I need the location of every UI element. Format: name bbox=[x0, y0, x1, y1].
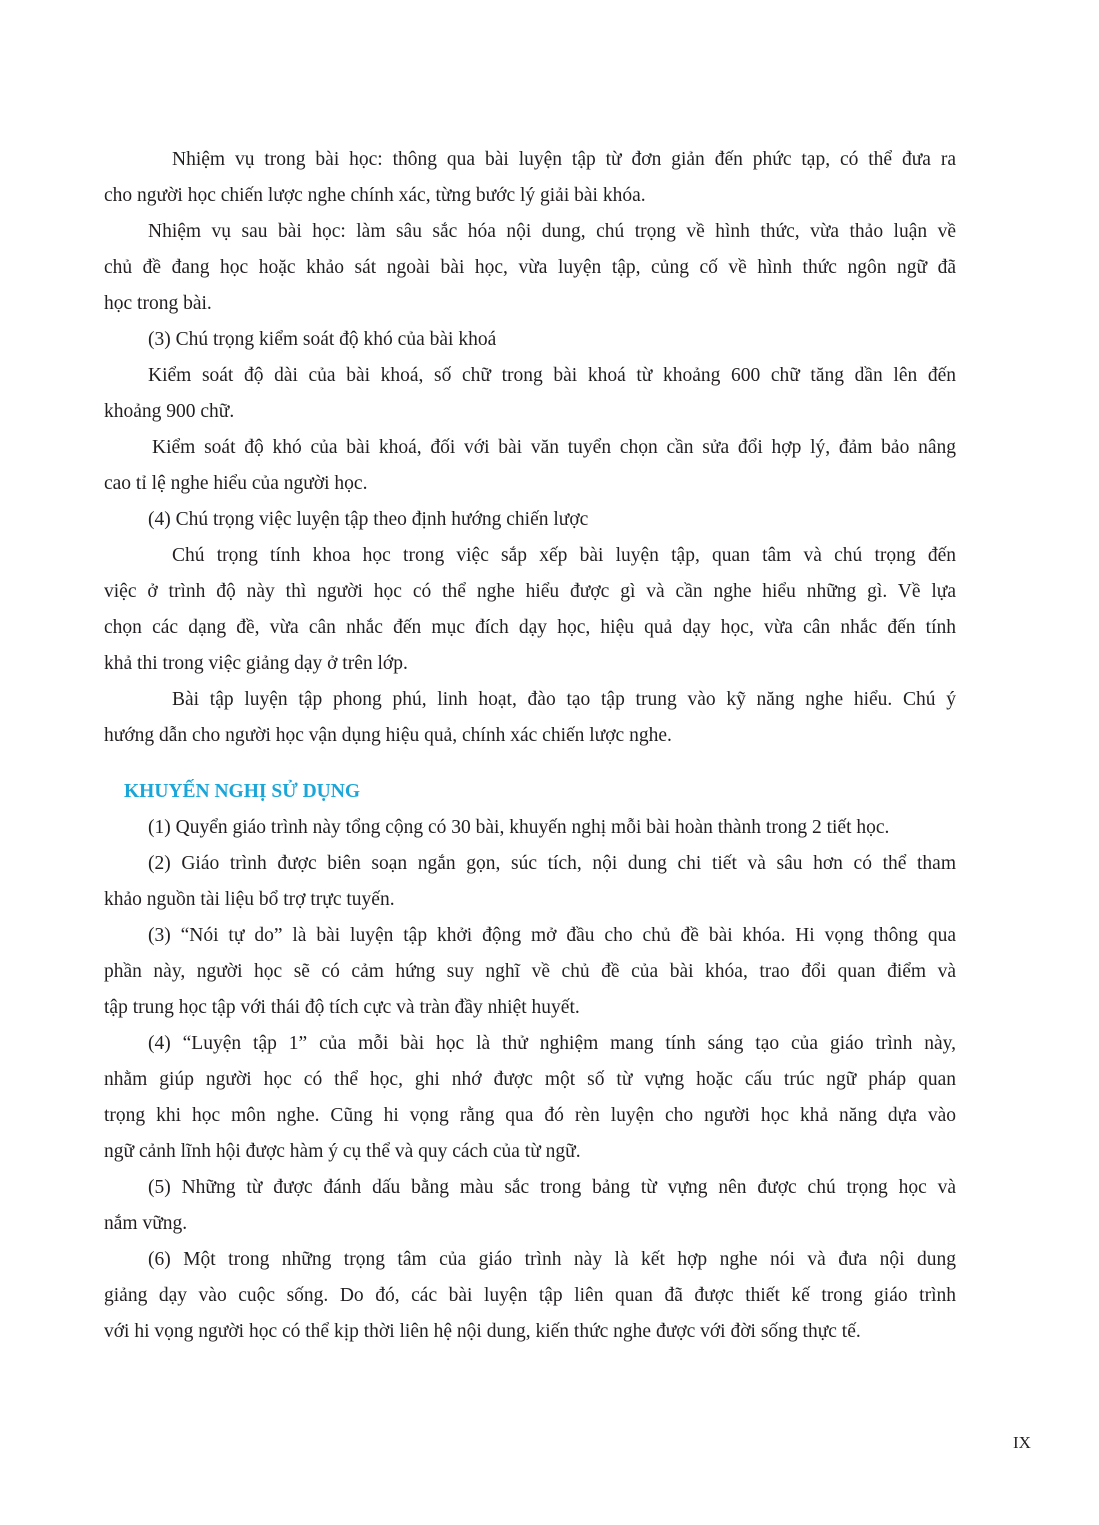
text-line: khoảng 900 chữ. bbox=[104, 401, 235, 422]
text-line: (4) Chú trọng việc luyện tập theo định hướng chiến lược bbox=[148, 509, 589, 530]
text-line: Nhiệm vụ sau bài học: làm sâu sắc hóa nội dung, chú trọng về hình thức, vừa thảo luận về bbox=[148, 221, 956, 242]
text-line: (6) Một trong những trọng tâm của giáo trình này là kết hợp nghe nói và đưa nội dung bbox=[148, 1249, 956, 1270]
text-line: (3) “Nói tự do” là bài luyện tập khởi động mở đầu cho chủ đề bài khóa. Hi vọng thông qua bbox=[148, 925, 956, 946]
text-line: (2) Giáo trình được biên soạn ngắn gọn, súc tích, nội dung chi tiết và sâu hơn có thể tham bbox=[148, 853, 956, 874]
page-number: IX bbox=[1013, 1433, 1031, 1452]
text-line: Chú trọng tính khoa học trong việc sắp xếp bài luyện tập, quan tâm và chú trọng đến bbox=[172, 545, 956, 566]
paragraph bbox=[104, 682, 956, 754]
paragraph bbox=[104, 430, 956, 502]
paragraph bbox=[104, 214, 956, 322]
text-line: nắm vững. bbox=[104, 1213, 188, 1234]
paragraph bbox=[104, 358, 956, 430]
text-line: cho người học chiến lược nghe chính xác, từng bước lý giải bài khóa. bbox=[104, 185, 646, 206]
recommendations-section bbox=[104, 810, 956, 1350]
text-line: với hi vọng người học có thể kịp thời liên hệ nội dung, kiến thức nghe được với đời sống thực tế. bbox=[104, 1321, 861, 1342]
text-line: hướng dẫn cho người học vận dụng hiệu quả, chính xác chiến lược nghe. bbox=[104, 725, 672, 746]
text-line: việc ở trình độ này thì người học có thể nghe hiểu được gì và cần nghe hiểu những gì. Về lựa bbox=[104, 581, 956, 602]
paragraph bbox=[104, 918, 956, 1026]
text-line: ngữ cảnh lĩnh hội được hàm ý cụ thể và quy cách của từ ngữ. bbox=[104, 1141, 581, 1162]
text-line: Kiểm soát độ dài của bài khoá, số chữ trong bài khoá từ khoảng 600 chữ tăng dần lên đến bbox=[148, 365, 956, 386]
text-line: tập trung học tập với thái độ tích cực và tràn đầy nhiệt huyết. bbox=[104, 997, 580, 1018]
section-heading: KHUYẾN NGHỊ SỬ DỤNG bbox=[124, 781, 360, 802]
text-line: trọng khi học môn nghe. Cũng hi vọng rằng qua đó rèn luyện cho người học khả năng dựa vào bbox=[104, 1105, 956, 1126]
text-line: khả thi trong việc giảng dạy ở trên lớp. bbox=[104, 653, 408, 674]
paragraph bbox=[104, 1170, 956, 1242]
text-line: chủ đề đang học hoặc khảo sát ngoài bài học, vừa luyện tập, củng cố về hình thức ngôn ngữ đã bbox=[104, 257, 956, 278]
text-line: phần này, người học sẽ có cảm hứng suy nghĩ về chủ đề của bài khóa, trao đổi quan điểm và bbox=[104, 961, 956, 982]
text-line: Bài tập luyện tập phong phú, linh hoạt, đào tạo tập trung vào kỹ năng nghe hiểu. Chú ý bbox=[172, 689, 956, 710]
text-line: học trong bài. bbox=[104, 293, 212, 314]
paragraph bbox=[104, 1242, 956, 1350]
paragraph bbox=[104, 1026, 956, 1170]
text-line: chọn các dạng đề, vừa cân nhắc đến mục đích dạy học, hiệu quả dạy học, vừa cân nhắc đến tính bbox=[104, 617, 956, 638]
text-line: Nhiệm vụ trong bài học: thông qua bài luyện tập từ đơn giản đến phức tạp, có thể đưa ra bbox=[172, 149, 956, 170]
top-section bbox=[104, 142, 956, 754]
paragraph bbox=[104, 538, 956, 682]
text-line: nhằm giúp người học có thể học, ghi nhớ được một số từ vựng hoặc cấu trúc ngữ pháp quan bbox=[104, 1069, 956, 1090]
body-text bbox=[104, 142, 956, 1350]
text-line: cao tỉ lệ nghe hiểu của người học. bbox=[104, 473, 368, 494]
text-line: (4) “Luyện tập 1” của mỗi bài học là thử nghiệm mang tính sáng tạo của giáo trình này, bbox=[148, 1033, 956, 1054]
text-line: (5) Những từ được đánh dấu bằng màu sắc trong bảng từ vựng nên được chú trọng học và bbox=[148, 1177, 956, 1198]
paragraph bbox=[104, 846, 956, 918]
text-line: khảo nguồn tài liệu bổ trợ trực tuyến. bbox=[104, 889, 395, 910]
paragraph bbox=[104, 502, 956, 538]
paragraph bbox=[104, 810, 956, 846]
text-line: giảng dạy vào cuộc sống. Do đó, các bài luyện tập liên quan đã được thiết kế trong giáo trình bbox=[104, 1285, 956, 1306]
text-line: (3) Chú trọng kiểm soát độ khó của bài khoá bbox=[148, 329, 497, 350]
paragraph bbox=[104, 322, 956, 358]
paragraph bbox=[104, 142, 956, 214]
text-line: Kiểm soát độ khó của bài khoá, đối với bài văn tuyển chọn cần sửa đổi hợp lý, đảm bảo nâng bbox=[152, 437, 956, 458]
text-line: (1) Quyển giáo trình này tổng cộng có 30 bài, khuyến nghị mỗi bài hoàn thành trong 2 tiết học. bbox=[148, 817, 890, 838]
